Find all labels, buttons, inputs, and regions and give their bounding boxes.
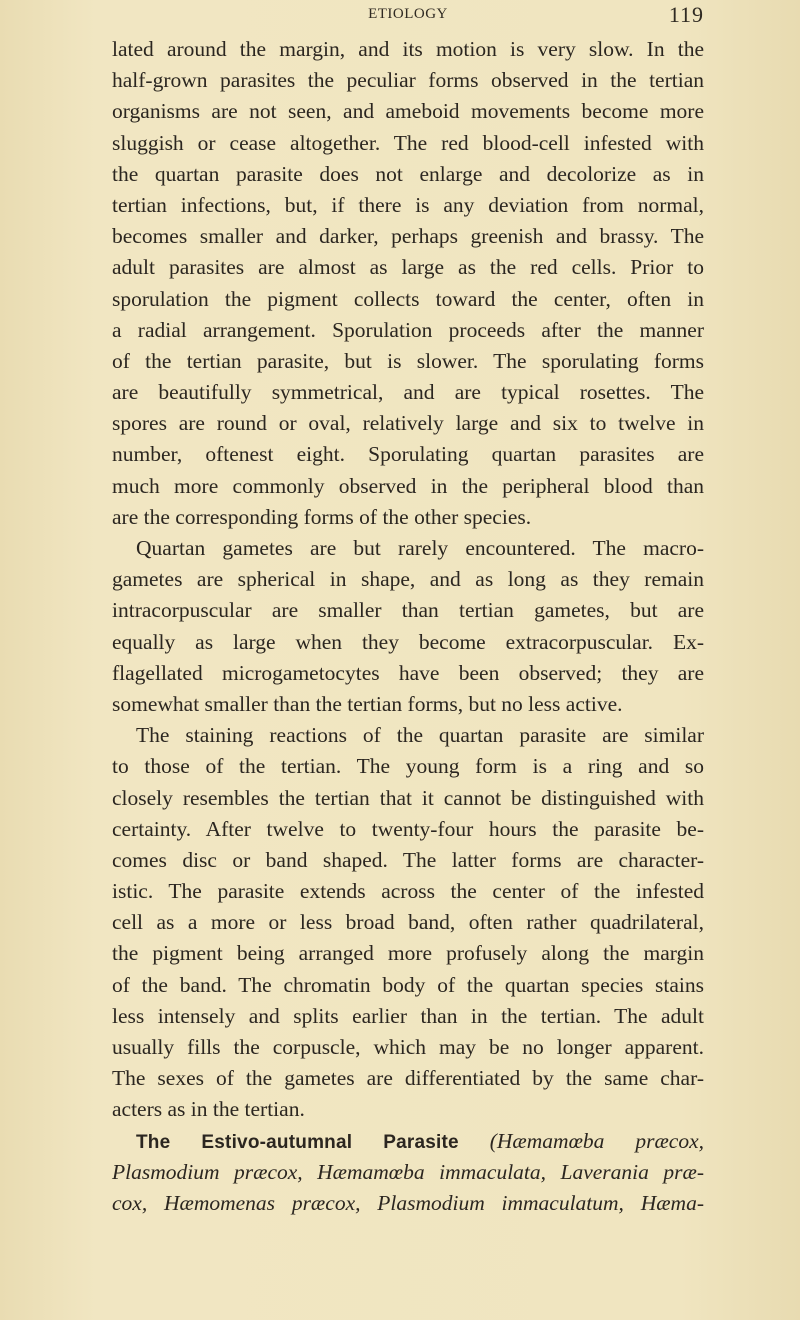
text-line: The sexes of the gametes are differentiated by the same char- — [112, 1066, 704, 1091]
body-text — [112, 34, 704, 1219]
page-number: 119 — [668, 2, 704, 27]
text-line: sluggish or cease altogether. The red blood-cell infested with — [112, 130, 704, 155]
text-line: intracorpuscular are smaller than tertian gametes, but are — [112, 598, 704, 623]
section-heading: The Estivo-autumnal Parasite — [136, 1131, 459, 1153]
text-line: certainty. After twelve to twenty-four hours the parasite be- — [112, 816, 704, 841]
running-title: ETIOLOGY — [368, 6, 448, 22]
text-line: tertian infections, but, if there is any deviation from normal, — [112, 192, 704, 217]
text-line: are the corresponding forms of the other species. — [112, 504, 532, 529]
synonyms-line: cox, Hæmomenas præcox, Plasmodium immaculatum, Hæma- — [112, 1190, 704, 1215]
text-line: usually fills the corpuscle, which may be no longer apparent. — [112, 1035, 704, 1059]
text-line: of the band. The chromatin body of the quartan species stains — [112, 972, 704, 997]
section-heading-line — [112, 1126, 704, 1157]
text-line: half-grown parasites the peculiar forms observed in the tertian — [112, 68, 704, 93]
text-line: spores are round or oval, relatively large and six to twelve in — [112, 411, 704, 436]
text-line: istic. The parasite extends across the center of the infested — [112, 879, 704, 904]
text-line: equally as large when they become extracorpuscular. Ex- — [112, 629, 704, 654]
text-line: much more commonly observed in the peripheral blood than — [112, 473, 704, 498]
text-line: lated around the margin, and its motion is very slow. In the — [112, 37, 704, 61]
synonyms-text: (Hæmamœba præcox, — [489, 1128, 705, 1153]
synonyms-line: Plasmodium præcox, Hæmamœba immaculata, Laverania præ- — [112, 1159, 704, 1184]
text-line: organisms are not seen, and ameboid movements become more — [112, 99, 704, 124]
text-line: are beautifully symmetrical, and are typical rosettes. The — [112, 380, 704, 405]
text-line: gametes are spherical in shape, and as long as they remain — [112, 567, 704, 592]
text-line: adult parasites are almost as large as the red cells. Prior to — [112, 255, 704, 280]
text-line: sporulation the pigment collects toward the center, often in — [112, 286, 704, 311]
text-line: flagellated microgametocytes have been observed; they are — [112, 660, 704, 685]
text-line: of the tertian parasite, but is slower. The sporulating forms — [112, 348, 704, 373]
text-line: number, oftenest eight. Sporulating quartan parasites are — [112, 442, 704, 467]
text-line: a radial arrangement. Sporulation proceeds after the manner — [112, 317, 704, 342]
paragraph-start-line: The staining reactions of the quartan parasite are similar — [136, 723, 704, 748]
text-line: acters as in the tertian. — [112, 1097, 305, 1122]
running-head — [112, 2, 704, 28]
text-line: less intensely and splits earlier than in the tertian. The adult — [112, 1003, 704, 1028]
text-line: becomes smaller and darker, perhaps greenish and brassy. The — [112, 224, 704, 249]
paragraph-start-line: Quartan gametes are but rarely encountered. The macro- — [136, 536, 704, 560]
text-line: to those of the tertian. The young form is a ring and so — [112, 754, 704, 779]
text-line: the pigment being arranged more profusely along the margin — [112, 941, 704, 966]
text-line: the quartan parasite does not enlarge and decolorize as in — [112, 161, 704, 186]
text-line: cell as a more or less broad band, often rather quadrilateral, — [112, 910, 704, 935]
text-line: somewhat smaller than the tertian forms, but no less active. — [112, 691, 623, 716]
text-line: comes disc or band shaped. The latter forms are character- — [112, 847, 704, 872]
text-line: closely resembles the tertian that it cannot be distinguished with — [112, 785, 704, 810]
